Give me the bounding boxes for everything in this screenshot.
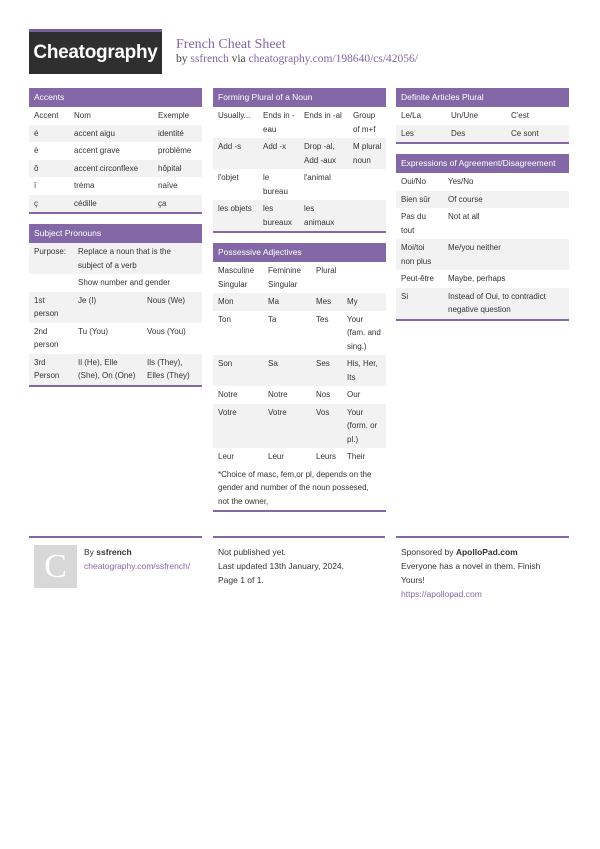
table-row xyxy=(213,311,386,356)
table-cell: ça xyxy=(158,198,167,208)
table-cell: Me/you neither xyxy=(448,243,501,252)
table-cell: Si xyxy=(401,291,409,301)
table-cell: Of course xyxy=(448,194,483,204)
footer-divider xyxy=(29,536,569,538)
table-cell: cédille xyxy=(74,198,97,208)
table-header-cell xyxy=(342,262,386,293)
definite-articles-header: Definite Articles Plural xyxy=(396,88,569,107)
table-cell: Vous (You) xyxy=(147,326,186,336)
table-cell: l'animal xyxy=(304,173,331,182)
table-cell: His, Her, Its xyxy=(347,359,378,382)
table-cell: Vos xyxy=(316,407,330,417)
table-cell: tréma xyxy=(74,181,95,190)
table-cell: Ses xyxy=(316,359,330,368)
table-cell: Your (form. or pl.) xyxy=(347,407,378,444)
byline-via: via xyxy=(231,53,246,65)
footer-sponsor-text: Everyone has a novel in them. Finish Yours! xyxy=(401,561,541,585)
footer-sponsor-prefix: Sponsored by xyxy=(401,547,454,557)
table-cell: ï xyxy=(34,181,37,190)
footer-meta xyxy=(218,545,388,587)
footer-by-label: By xyxy=(84,547,94,557)
table-cell: Notre xyxy=(218,390,238,399)
byline xyxy=(176,53,418,65)
table-cell: Leur xyxy=(218,452,235,461)
table-cell: Votre xyxy=(218,407,237,417)
table-cell: Nous (We) xyxy=(147,295,186,305)
table-cell: ç xyxy=(34,198,38,208)
table-cell: Their xyxy=(347,452,366,461)
table-cell: naïve xyxy=(158,181,178,190)
footer-published: Not published yet. xyxy=(218,547,287,557)
table-cell: les bureaux xyxy=(263,204,292,227)
table-cell: Il (He), Elle (She), On (One) xyxy=(78,357,136,380)
table-header-cell: Accent xyxy=(34,111,59,120)
footer-page: Page 1 of 1. xyxy=(218,575,264,585)
table-row xyxy=(396,107,569,125)
table-cell: è xyxy=(34,146,39,155)
table-row xyxy=(213,107,386,138)
table-cell: les objets xyxy=(218,204,252,213)
table-row xyxy=(396,173,569,191)
table-cell: Des xyxy=(451,128,466,138)
table-row xyxy=(213,169,386,200)
table-cell: accent aigu xyxy=(74,128,115,138)
avatar[interactable]: C xyxy=(34,545,77,588)
possessive-header: Possessive Adjectives xyxy=(213,243,386,262)
cheatography-logo[interactable]: Cheatography xyxy=(29,29,162,74)
table-cell: Leur xyxy=(268,452,285,461)
table-cell: hôpital xyxy=(158,163,182,173)
table-cell: Mes xyxy=(316,297,332,306)
table-cell: Ends in -al xyxy=(304,111,342,120)
table-cell: C'est xyxy=(511,111,529,120)
table-cell: les animaux xyxy=(304,204,335,227)
footer-divider-gap xyxy=(202,536,213,538)
footer-author-line xyxy=(84,545,202,559)
table-cell: problème xyxy=(158,146,192,155)
table-cell: Maybe, perhaps xyxy=(448,274,506,283)
table-cell: Replace a noun that is the subject of a verb xyxy=(78,247,171,270)
table-cell: Tu (You) xyxy=(78,326,109,336)
table-cell: Show number and gender xyxy=(78,278,171,287)
table-cell: Yes/No xyxy=(448,177,474,186)
table-row xyxy=(29,142,202,160)
table-cell: Je (I) xyxy=(78,295,97,305)
table-cell: identité xyxy=(158,128,184,138)
table-row xyxy=(213,200,386,231)
table-cell: Ta xyxy=(268,314,277,324)
table-cell: Ends in -eau xyxy=(263,111,295,134)
accents-section xyxy=(29,88,202,214)
table-cell: Our xyxy=(347,390,361,399)
column-3 xyxy=(396,88,569,331)
table-row xyxy=(213,448,386,466)
column-2 xyxy=(213,88,386,522)
table-row xyxy=(396,239,569,270)
table-row xyxy=(29,195,202,213)
table-row xyxy=(29,354,202,385)
table-cell: Not at all xyxy=(448,212,480,221)
table-row xyxy=(29,292,202,323)
table-row xyxy=(213,386,386,404)
possessive-note: *Choice of masc, fem,or pl, depends on the gender and number of the noun possesed, not the owner, xyxy=(218,469,372,506)
table-row xyxy=(213,404,386,449)
plural-header: Forming Plural of a Noun xyxy=(213,88,386,107)
table-cell: Votre xyxy=(268,407,287,417)
table-cell: Usually... xyxy=(218,111,251,120)
subject-pronouns-section xyxy=(29,224,202,387)
table-row xyxy=(29,160,202,178)
page-title: French Cheat Sheet xyxy=(176,37,286,52)
accents-header: Accents xyxy=(29,88,202,107)
table-cell: Bien sûr xyxy=(401,194,431,204)
table-row xyxy=(29,323,202,354)
table-cell: Add -s xyxy=(218,142,242,151)
table-cell: Un/Une xyxy=(451,111,479,120)
footer-author-name[interactable]: ssfrench xyxy=(96,547,132,557)
table-cell: Leurs xyxy=(316,452,337,461)
table-cell: Instead of Oui, to contradict negative question xyxy=(448,291,546,314)
footer-sponsor xyxy=(401,545,566,601)
table-cell: Mon xyxy=(218,297,234,306)
table-header-cell: Exemple xyxy=(158,111,190,120)
table-cell: Tes xyxy=(316,314,329,324)
table-cell: Ton xyxy=(218,314,231,324)
table-cell: Notre xyxy=(268,390,288,399)
table-cell: accent grave xyxy=(74,146,120,155)
footer-sponsor-line xyxy=(401,545,566,559)
table-cell: My xyxy=(347,297,358,306)
table-cell: Group of m+f xyxy=(353,111,376,134)
table-cell: Peut-être xyxy=(401,274,434,283)
table-header-cell: Feminine Singular xyxy=(268,266,301,289)
footer-author xyxy=(84,545,202,573)
table-cell: l'objet xyxy=(218,173,239,182)
table-row xyxy=(396,125,569,143)
table-cell: Purpose: xyxy=(34,247,67,256)
table-row xyxy=(396,288,569,319)
plural-section xyxy=(213,88,386,233)
table-cell: ô xyxy=(34,163,39,173)
table-cell: M plural noun xyxy=(353,142,382,165)
footer-author-url[interactable]: cheatography.com/ssfrench/ xyxy=(84,561,191,571)
table-cell: Moi/toi non plus xyxy=(401,243,432,266)
table-cell: Ce sont xyxy=(511,128,539,138)
possessive-header-row xyxy=(213,262,386,293)
table-row xyxy=(29,177,202,195)
footer-updated: Last updated 13th January, 2024. xyxy=(218,561,345,571)
column-1 xyxy=(29,88,202,397)
sheet-url-link[interactable]: cheatography.com/198640/cs/42056/ xyxy=(248,53,418,65)
table-header-cell: Masculine Singular xyxy=(218,266,255,289)
table-row xyxy=(396,270,569,288)
byline-prefix: by xyxy=(176,53,188,65)
possessive-section xyxy=(213,243,386,512)
table-row xyxy=(213,293,386,311)
table-header-cell: Nom xyxy=(74,111,91,120)
table-cell: Son xyxy=(218,359,233,368)
table-cell: 3rd Person xyxy=(34,357,60,380)
footer-sponsor-url[interactable]: https://apollopad.com xyxy=(401,589,482,599)
accents-header-row xyxy=(29,107,202,125)
table-row xyxy=(213,138,386,169)
footer-sponsor-name[interactable]: ApolloPad.com xyxy=(455,547,518,557)
author-link[interactable]: ssfrench xyxy=(190,53,229,65)
table-cell: 1st person xyxy=(34,295,59,318)
table-cell: Le/La xyxy=(401,111,422,120)
table-cell: Nos xyxy=(316,390,331,399)
table-cell: 2nd person xyxy=(34,326,59,349)
table-cell: Add -x xyxy=(263,142,287,151)
agreement-header: Expressions of Agreement/Disagreement xyxy=(396,154,569,173)
table-cell: Your (fam. and sing.) xyxy=(347,314,381,351)
table-cell: Ils (They), Elles (They) xyxy=(147,357,190,380)
table-cell xyxy=(348,200,386,231)
table-cell: Les xyxy=(401,128,414,138)
table-cell: Oui/No xyxy=(401,177,426,186)
table-cell: Pas du tout xyxy=(401,212,426,235)
table-row xyxy=(29,125,202,143)
table-row xyxy=(29,243,202,274)
table-cell: Drop -al, Add -aux xyxy=(304,142,337,165)
table-cell: accent circonflexe xyxy=(74,163,139,173)
table-cell: é xyxy=(34,128,39,138)
table-cell xyxy=(29,274,73,292)
table-row xyxy=(396,208,569,239)
footer-divider-gap xyxy=(385,536,396,538)
table-row xyxy=(29,274,202,292)
table-row xyxy=(396,191,569,209)
subject-pronouns-header: Subject Pronouns xyxy=(29,224,202,243)
table-row xyxy=(213,355,386,386)
table-header-cell: Plural xyxy=(316,266,337,275)
table-cell xyxy=(348,169,386,200)
table-cell: Ma xyxy=(268,297,280,306)
agreement-section xyxy=(396,154,569,321)
table-cell: Sa xyxy=(268,359,278,368)
table-cell: le bureau xyxy=(263,173,288,196)
definite-articles-section xyxy=(396,88,569,144)
